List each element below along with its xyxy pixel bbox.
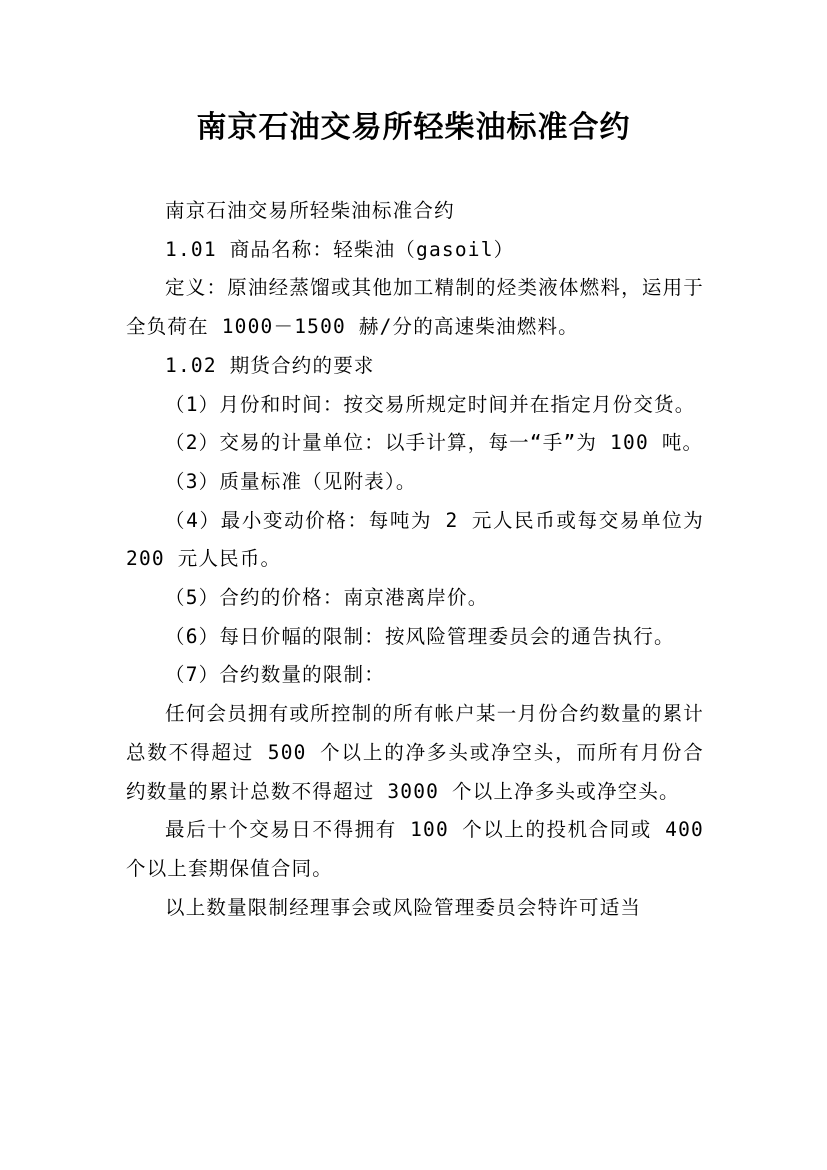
paragraph: 1.02 期货合约的要求 [165, 353, 375, 377]
paragraph: 1.01 商品名称：轻柴油（gasoil） [165, 237, 515, 261]
paragraph: （4）最小变动价格：每吨为 2 元人民币或每交易单位为 200 元人民币。 [126, 508, 704, 571]
paragraph: 以上数量限制经理事会或风险管理委员会特许可适当 [165, 895, 642, 919]
document-body [126, 192, 704, 927]
paragraph: （6）每日价幅的限制：按风险管理委员会的通告执行。 [165, 624, 675, 648]
paragraph: （7）合约数量的限制： [165, 663, 385, 687]
paragraph: （3）质量标准（见附表）。 [165, 469, 417, 493]
paragraph: （1）月份和时间：按交易所规定时间并在指定月份交货。 [165, 392, 696, 416]
paragraph: 任何会员拥有或所控制的所有帐户某一月份合约数量的累计总数不得超过 500 个以上的净多头或净空头，而所有月份合约数量的累计总数不得超过 3000 个以上净多头或净空头。 [126, 702, 704, 803]
paragraph: （2）交易的计量单位：以手计算，每一“手”为 100 吨。 [165, 431, 704, 455]
paragraph: 最后十个交易日不得拥有 100 个以上的投机合同或 400 个以上套期保值合同。 [126, 818, 704, 880]
document-title: 南京石油交易所轻柴油标准合约 [196, 110, 631, 145]
paragraph: 定义：原油经蒸馏或其他加工精制的烃类液体燃料，运用于全负荷在 1000－1500 赫/分的高速柴油燃料。 [126, 276, 704, 339]
paragraph: （5）合约的价格：南京港离岸价。 [165, 586, 489, 610]
paragraph: 南京石油交易所轻柴油标准合约 [165, 199, 455, 222]
